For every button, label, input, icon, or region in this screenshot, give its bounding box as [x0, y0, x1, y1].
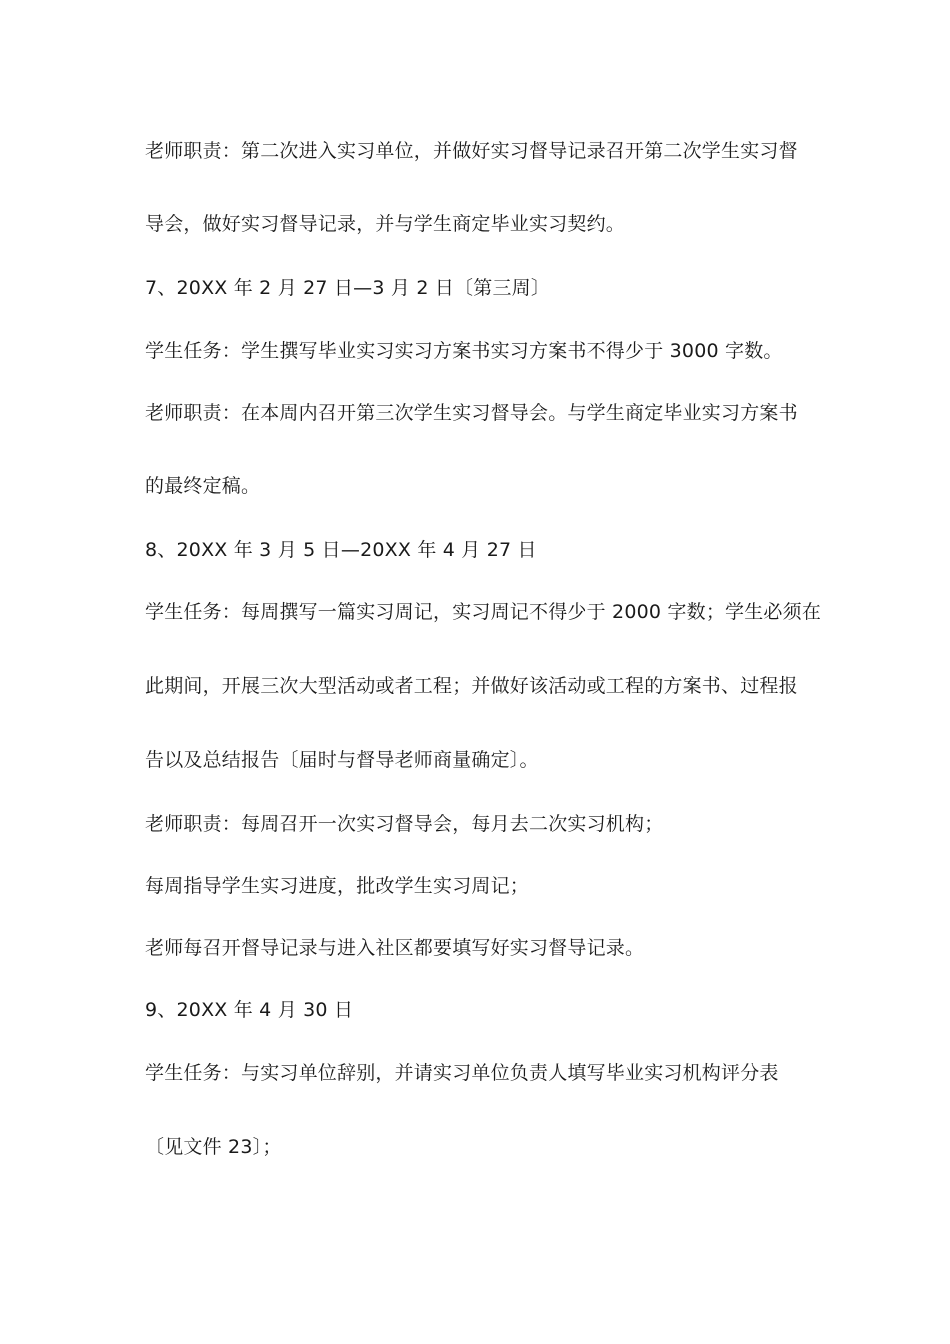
paragraph-line: 老师职责：在本周内召开第三次学生实习督导会。与学生商定毕业实习方案书 [145, 402, 798, 424]
paragraph-line: 学生任务：学生撰写毕业实习实习方案书实习方案书不得少于 3000 字数。 [145, 340, 783, 362]
paragraph-line: 〔见文件 23〕； [145, 1136, 282, 1158]
section-heading: 7、20XX 年 2 月 27 日—3 月 2 日〔第三周〕 [145, 277, 551, 299]
section-heading: 9、20XX 年 4 月 30 日 [145, 999, 354, 1021]
paragraph-line: 此期间，开展三次大型活动或者工程；并做好该活动或工程的方案书、过程报 [145, 675, 798, 697]
paragraph-line: 每周指导学生实习进度，批改学生实习周记； [145, 875, 530, 897]
paragraph-line: 老师每召开督导记录与进入社区都要填写好实习督导记录。 [145, 937, 645, 959]
paragraph-line: 的最终定稿。 [145, 475, 261, 497]
paragraph-line: 学生任务：与实习单位辞别，并请实习单位负责人填写毕业实习机构评分表 [145, 1062, 779, 1084]
paragraph-line: 学生任务：每周撰写一篇实习周记，实习周记不得少于 2000 字数；学生必须在 [145, 601, 822, 623]
paragraph-line: 导会，做好实习督导记录，并与学生商定毕业实习契约。 [145, 213, 626, 235]
paragraph-line: 老师职责：第二次进入实习单位，并做好实习督导记录召开第二次学生实习督 [145, 140, 798, 162]
paragraph-line: 告以及总结报告〔届时与督导老师商量确定〕。 [145, 749, 539, 771]
section-heading: 8、20XX 年 3 月 5 日—20XX 年 4 月 27 日 [145, 539, 537, 561]
paragraph-line: 老师职责：每周召开一次实习督导会，每月去二次实习机构； [145, 813, 664, 835]
